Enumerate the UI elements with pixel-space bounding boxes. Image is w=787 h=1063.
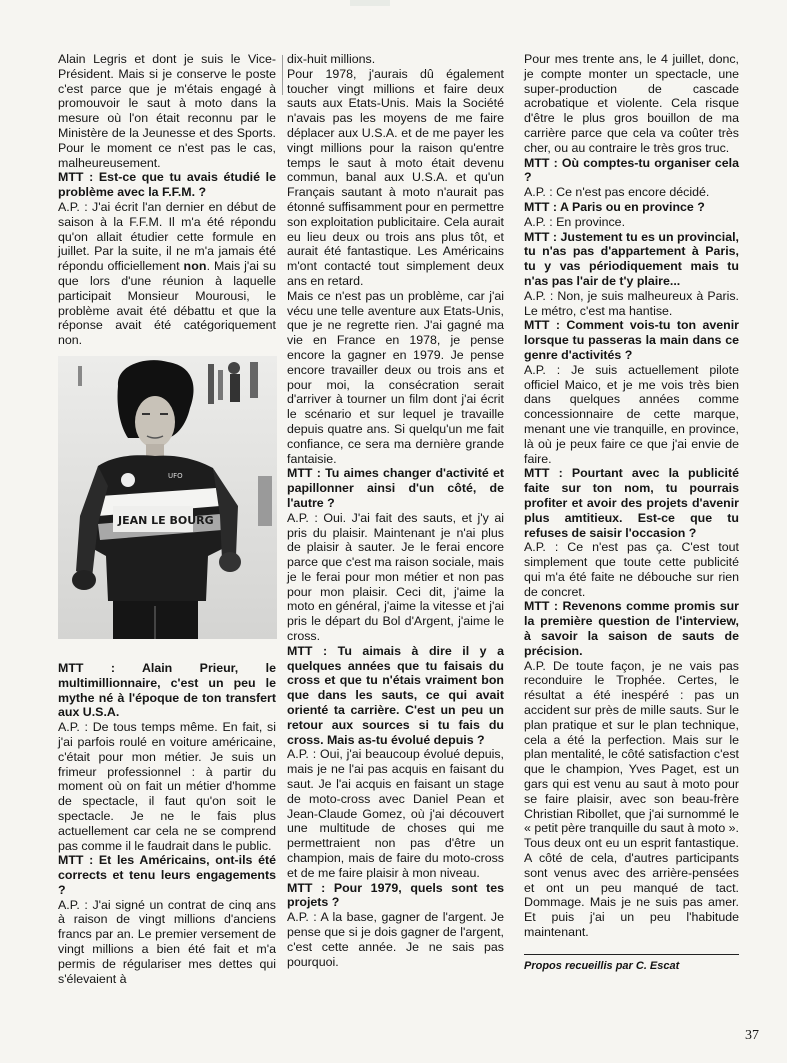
question-paris: MTT : A Paris ou en province ? — [524, 199, 705, 214]
column-3 — [524, 52, 739, 974]
question-ffm: MTT : Est-ce que tu avais étudié le problème avec la F.F.M. ? — [58, 170, 276, 200]
answer-paris: A.P. : En province. — [524, 214, 626, 229]
paragraph-film: Mais ce n'est pas un problème, car j'ai vécu une telle aventure aux Etats-Unis, que je ne regrette rien. J'ai gagné ma vie en France en 1978, je pense encore la gagner en 1979. Je pense encore travailler deux ou trois ans et pour moi, la consécration serait d'arriver à tourner un film dont j'ai écrit le scénario et sur lequel je travaille depuis quatre ans. Si quelqu'un me fait confiance, ce sera ma dernière grande fantaisie. — [287, 288, 504, 466]
answer-where: A.P. : Ce n'est pas encore décidé. — [524, 185, 710, 200]
answer-ffm-text-1: A.P. : J'ai écrit l'an dernier en début de saison à la F.F.M. Il m'a été répondu qu'on allait étudier cette formule en juillet. Par la suite, il ne m'a jamais été répondu officiellement — [58, 199, 276, 274]
answer-activity: A.P. : Oui. J'ai fait des sauts, et j'y ai pris du plaisir. Maintenant je n'ai plus de plaisir à sauter. Je le ferai encore parce que c'est ma raison sociale, mais je le ferai pour mon métier et non pas pour mon plaisir. Ceci dit, j'aime la moto en général, j'aime la vitesse et j'ai pris le départ du Bol d'Argent, j'aime le cross. — [287, 510, 504, 644]
answer-season: A.P. De toute façon, je ne vais pas reconduire le Trophée. Certes, le résultat a été inespéré : pas un accident sur près de mille sauts. Sur le plan pratique et sur le plan technique, cela a été la perfection. Mais sur le plan mentalité, le côté satisfaction c'est que le champion, Yves Paget, est un gars qui est venu au saut à moto pour se faire plaisir, avec son beau-frère Christian Ribollet, que j'ai surnommé le « petit père tranquille du saut à moto ». Tous deux ont eu un esprit fantastique. A côté de cela, d'autres participants sont venus avec des arrière-pensées et ont un peu manqué de tact. Dommage. Mais je ne suis pas amer. Et puis j'ai un peu l'habitude maintenant. — [524, 658, 739, 940]
top-edge-mark — [350, 0, 390, 6]
jersey-lettering: JEAN LE BOURG — [118, 513, 214, 527]
answer-publicity: A.P. : Ce n'est pas ça. C'est tout simplement que toute cette publicité qui m'a été faite ne débouche sur rien de concret. — [524, 540, 739, 599]
question-cross: MTT : Tu aimais à dire il y a quelques années que tu faisais du cross et que tu n'étais vraiment bon que dans les sauts, ce qui avait orienté ta carrière. C'est un peu un retour aux sources si tu fais du cross. Mais as-tu évolué depuis ? — [287, 643, 504, 747]
column-2 — [287, 52, 504, 969]
answer-multimillionaire: A.P. : De tous temps même. En fait, si j'ai parfois roulé en voiture américaine, c'était pour mon métier. Je suis un frimeur professionnel : à partir du moment où on fait un métier d'homme de spectacle, il faut qu'on soit le spectacle. Je ne le fais plus actuellement car cela ne se comprend pas comme il le faudrait dans le public. — [58, 720, 276, 853]
question-season: MTT : Revenons comme promis sur la première question de l'interview, à savoir la saison de sauts de précision. — [524, 599, 739, 658]
question-publicity: MTT : Pourtant avec la publicité faite sur ton nom, tu pourrais profiter et avoir des projets d'avenir plus amtitieux. Est-ce que tu refuses de saisir l'occasion ? — [524, 466, 739, 540]
question-provincial: MTT : Justement tu es un provincial, tu n'as pas d'appartement à Paris, tu y vas périodiquement mais tu n'as pas l'air de t'y plaire... — [524, 229, 739, 288]
answer-americans: A.P. : J'ai signé un contrat de cinq ans à raison de vingt millions d'anciens francs par an. Le premier versement de vingt millions a bien été fait et m'a permis de régulariser mes dettes qui s'élevaient à — [58, 897, 276, 986]
question-multimillionaire: MTT : Alain Prieur, le multimillionnaire, c'est un peu le mythe né à l'époque de ton transfert aux U.S.A. — [58, 660, 276, 720]
answer-projects: A.P. : A la base, gagner de l'argent. Je pense que si je dois gagner de l'argent, c'est cette année. Je ne sais pas pourquoi. — [287, 910, 504, 969]
answer-ffm — [58, 200, 276, 348]
column-1 — [58, 52, 276, 986]
question-americans: MTT : Et les Américains, ont-ils été corrects et tenu leurs engagements ? — [58, 853, 276, 897]
continuation-text: dix-huit millions. — [287, 52, 376, 66]
paragraph-1978: Pour 1978, j'aurais dû également toucher vingt millions et faire deux sauts aux Etats-Unis. Mais la Société n'avais pas les moyens de me faire déplacer aux U.S.A. et de me payer les vingt millions pour la raison qu'entre temps le saut à moto était devenu commun, banal aux U.S.A. et qu'un Français sautant à moto n'aurait pas étonné suffisamment pour en permettre son exploitation publicitaire. Cela aurait eu lieu deux ou trois ans plus tôt, et aurait été fantastique. Les Américains m'ont contacté tout simplement deux ans en retard. — [287, 66, 504, 288]
rider-photo-image — [58, 356, 277, 639]
answer-future: A.P. : Je suis actuellement pilote officiel Maico, et je me vois très bien dans quelques années comme concessionnaire de cette marque, menant une vie tranquille, en province, là où je peux faire ce que j'ai envie de faire. — [524, 362, 739, 466]
paragraph-show: Pour mes trente ans, le 4 juillet, donc, je compte monter un spectacle, une super-production de cascade acrobatique et violente. Cela risque d'être le plus gros bouillon de ma carrière parce que cela va coûter très cher, ou au contraire le très gros truc. — [524, 52, 739, 155]
question-projects: MTT : Pour 1979, quels sont tes projets ? — [287, 880, 504, 910]
answer-cross: A.P. : Oui, j'ai beaucoup évolué depuis, mais je ne l'ai pas acquis en faisant du saut. Je l'ai acquis en faisant un stage de moto-cross avec Daniel Pean et Jean-Claude Gomez, où j'ai découvert une multitude de choses qui me permettraient non pas d'être un champion, mais de faire du moto-cross et de me faire plaisir à mon niveau. — [287, 747, 504, 880]
rider-photo — [58, 356, 277, 639]
question-future: MTT : Comment vois-tu ton avenir lorsque tu passeras la main dans ce genre d'activités ? — [524, 318, 739, 362]
answer-ffm-bold-word: non — [183, 259, 207, 274]
column-rule-1 — [282, 55, 283, 95]
intro-paragraph: Alain Legris et dont je suis le Vice-Président. Mais si je conserve le poste c'est parce que je m'étais engagé à promouvoir le saut à moto dans la mesure où l'on était reconnu par le Ministère de la Jeunesse et des Sports. Pour le moment ce n'est pas le cas, malheureusement. — [58, 52, 276, 170]
jersey-badge-text: UFO — [168, 471, 183, 480]
question-where: MTT : Où comptes-tu organiser cela ? — [524, 155, 739, 185]
answer-ffm-text-2: . Mais j'ai su que lors d'une réunion à laquelle participait Monsieur Mourousi, le problème avait été débattu et que la réponse avait été catégoriquement non. — [58, 259, 276, 348]
page-number: 37 — [745, 1028, 759, 1043]
interview-credit: Propos recueillis par C. Escat — [524, 954, 739, 974]
answer-provincial: A.P. : Non, je suis malheureux à Paris. Le métro, c'est ma hantise. — [524, 288, 739, 318]
question-activity: MTT : Tu aimes changer d'activité et papillonner ainsi d'un côté, de l'autre ? — [287, 466, 504, 510]
